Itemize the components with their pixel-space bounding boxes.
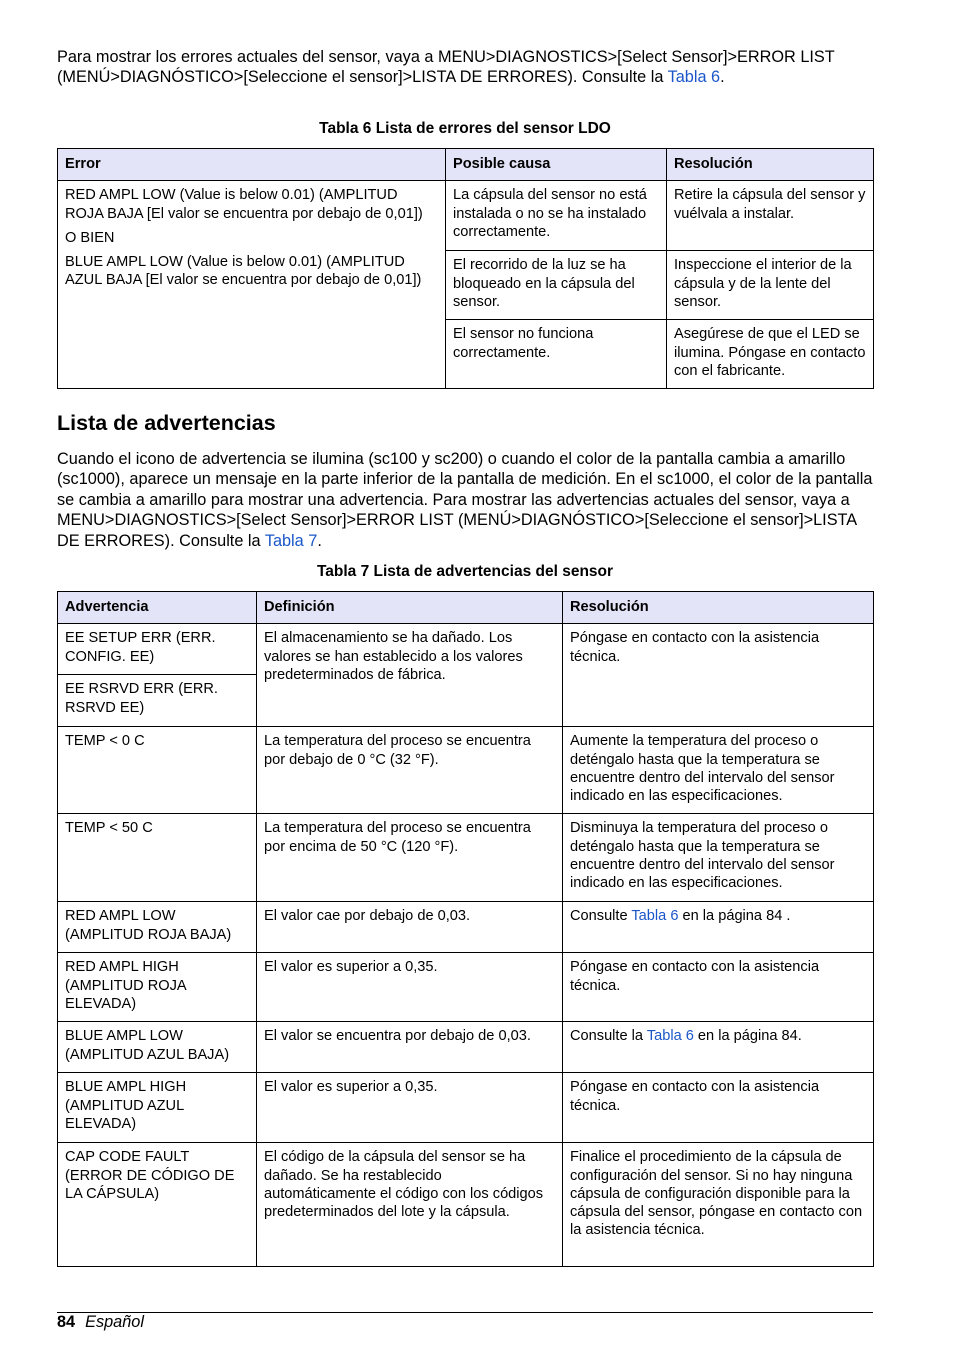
table-row (58, 814, 874, 902)
warning-temp-0: TEMP < 0 C (58, 727, 257, 814)
resolution-temp-50: Disminuya la temperatura del proceso o deténgalo hasta que la temperatura se encuentre dentro del intervalo del sensor indicado en las especificaciones. (563, 814, 874, 902)
table7 (57, 591, 874, 1267)
resolution-cap-code-fault: Finalice el procedimiento de la cápsula de configuración del sensor. Si no hay ninguna cápsula de configuración disponible para la cápsula del sensor, póngase en contacto con la asistencia técnica. (563, 1143, 874, 1267)
tabla6-ref-link[interactable]: Tabla 6 (631, 908, 679, 925)
table7-header-resolution: Resolución (563, 592, 874, 624)
error-or: O BIEN (65, 229, 115, 246)
intro-text: Para mostrar los errores actuales del sensor, vaya a MENU>DIAGNOSTICS>[Select Sensor]>ERROR LIST (MENÚ>DIAGNÓSTICO>[Seleccione el sensor]>LISTA DE ERRORES). Consulte la (57, 48, 835, 87)
table-row (58, 1022, 874, 1073)
table-row (58, 1073, 874, 1143)
table7-caption: Tabla 7 Lista de advertencias del sensor (316, 563, 614, 580)
section-heading: Lista de advertencias (57, 411, 276, 435)
section-text: Cuando el icono de advertencia se ilumina (sc100 y sc200) o cuando el color de la pantalla cambia a amarillo (sc1000), aparece un mensaje en la parte inferior de la pantalla de medición. En el sc1000, el color de la pantalla se cambia a amarillo para mostrar una advertencia. Para mostrar las advertencias actuales del sensor, vaya a MENU>DIAGNOSTICS>[Select Sensor]>ERROR LIST (MENÚ>DIAGNÓSTICO>[Seleccione el sensor]>LISTA DE ERRORES). Consulte la (57, 450, 873, 550)
table6-resolution: Retire la cápsula del sensor y vuélvala a instalar. (667, 181, 874, 251)
page-number: 84 (57, 1313, 76, 1331)
table6-error-cell (58, 181, 446, 389)
table6-header-cause: Posible causa (446, 149, 667, 181)
footer-divider (57, 1312, 873, 1313)
warning-blue-ampl-low: BLUE AMPL LOW (AMPLITUD AZUL BAJA) (58, 1022, 257, 1073)
table6-header-error: Error (58, 149, 446, 181)
table7-header-definition: Definición (257, 592, 563, 624)
definition-cap-code-fault: El código de la cápsula del sensor se ha dañado. Se ha restablecido automáticamente el código con los códigos predeterminados del lote y la cápsula. (257, 1143, 563, 1267)
warning-ee-setup: EE SETUP ERR (ERR. CONFIG. EE) (58, 624, 257, 675)
table-row (58, 727, 874, 814)
table6-caption: Tabla 6 Lista de errores del sensor LDO (319, 120, 611, 137)
resolution-ee: Póngase en contacto con la asistencia técnica. (563, 624, 874, 727)
table7-header-row (58, 592, 874, 624)
tabla6-link[interactable]: Tabla 6 (667, 68, 721, 87)
definition-temp-0: La temperatura del proceso se encuentra por debajo de 0 °C (32 °F). (257, 727, 563, 814)
resolution-suffix: en la página 84 . (678, 908, 791, 925)
table6-cause: El sensor no funciona correctamente. (446, 320, 667, 389)
warning-red-ampl-high: RED AMPL HIGH (AMPLITUD ROJA ELEVADA) (58, 953, 257, 1022)
tabla7-link[interactable]: Tabla 7 (264, 531, 318, 550)
intro-paragraph (57, 47, 857, 88)
resolution-red-ampl-high: Póngase en contacto con la asistencia técnica. (563, 953, 874, 1022)
resolution-red-ampl-low (563, 902, 874, 953)
intro-end: . (720, 68, 725, 87)
table6-resolution: Inspeccione el interior de la cápsula y de la lente del sensor. (667, 251, 874, 320)
table-row (58, 624, 874, 675)
warning-temp-50: TEMP < 50 C (58, 814, 257, 902)
error-red-ampl-low: RED AMPL LOW (Value is below 0.01) (AMPLITUD ROJA BAJA [El valor se encuentra por debajo de 0,01]) (65, 187, 423, 222)
definition-red-ampl-low: El valor cae por debajo de 0,03. (257, 902, 563, 953)
warning-cap-code-fault: CAP CODE FAULT (ERROR DE CÓDIGO DE LA CÁPSULA) (58, 1143, 257, 1267)
warning-ee-rsrvd: EE RSRVD ERR (ERR. RSRVD EE) (58, 675, 257, 727)
table-row (58, 953, 874, 1022)
definition-temp-50: La temperatura del proceso se encuentra por encima de 50 °C (120 °F). (257, 814, 563, 902)
definition-blue-ampl-low: El valor se encuentra por debajo de 0,03. (257, 1022, 563, 1073)
resolution-blue-ampl-high: Póngase en contacto con la asistencia técnica. (563, 1073, 874, 1143)
warning-blue-ampl-high: BLUE AMPL HIGH (AMPLITUD AZUL ELEVADA) (58, 1073, 257, 1143)
table6-header-resolution: Resolución (667, 149, 874, 181)
table6-cause: El recorrido de la luz se ha bloqueado en la cápsula del sensor. (446, 251, 667, 320)
resolution-suffix: en la página 84. (693, 1028, 802, 1045)
table6 (57, 148, 874, 389)
resolution-blue-ampl-low (563, 1022, 874, 1073)
definition-ee: El almacenamiento se ha dañado. Los valores se han establecido a los valores predeterminados de fábrica. (257, 624, 563, 727)
definition-red-ampl-high: El valor es superior a 0,35. (257, 953, 563, 1022)
section-end: . (317, 531, 322, 550)
definition-blue-ampl-high: El valor es superior a 0,35. (257, 1073, 563, 1143)
footer-language: Español (85, 1313, 144, 1331)
table-row (58, 902, 874, 953)
page-footer (57, 1313, 144, 1332)
table6-resolution: Asegúrese de que el LED se ilumina. Póngase en contacto con el fabricante. (667, 320, 874, 389)
table6-cause: La cápsula del sensor no está instalada o no se ha instalado correctamente. (446, 181, 667, 251)
resolution-prefix: Consulte (570, 908, 632, 925)
table-row (58, 181, 874, 251)
resolution-temp-0: Aumente la temperatura del proceso o deténgalo hasta que la temperatura se encuentre dentro del intervalo del sensor indicado en las especificaciones. (563, 727, 874, 814)
tabla6-ref-link[interactable]: Tabla 6 (646, 1028, 694, 1045)
resolution-prefix: Consulte la (570, 1028, 647, 1045)
table-row (58, 1143, 874, 1267)
error-blue-ampl-low: BLUE AMPL LOW (Value is below 0.01) (AMPLITUD AZUL BAJA [El valor se encuentra por debajo de 0,01]) (65, 254, 422, 289)
table6-header-row (58, 149, 874, 181)
table7-header-warning: Advertencia (58, 592, 257, 624)
warning-red-ampl-low: RED AMPL LOW (AMPLITUD ROJA BAJA) (58, 902, 257, 953)
section-paragraph (57, 449, 873, 551)
